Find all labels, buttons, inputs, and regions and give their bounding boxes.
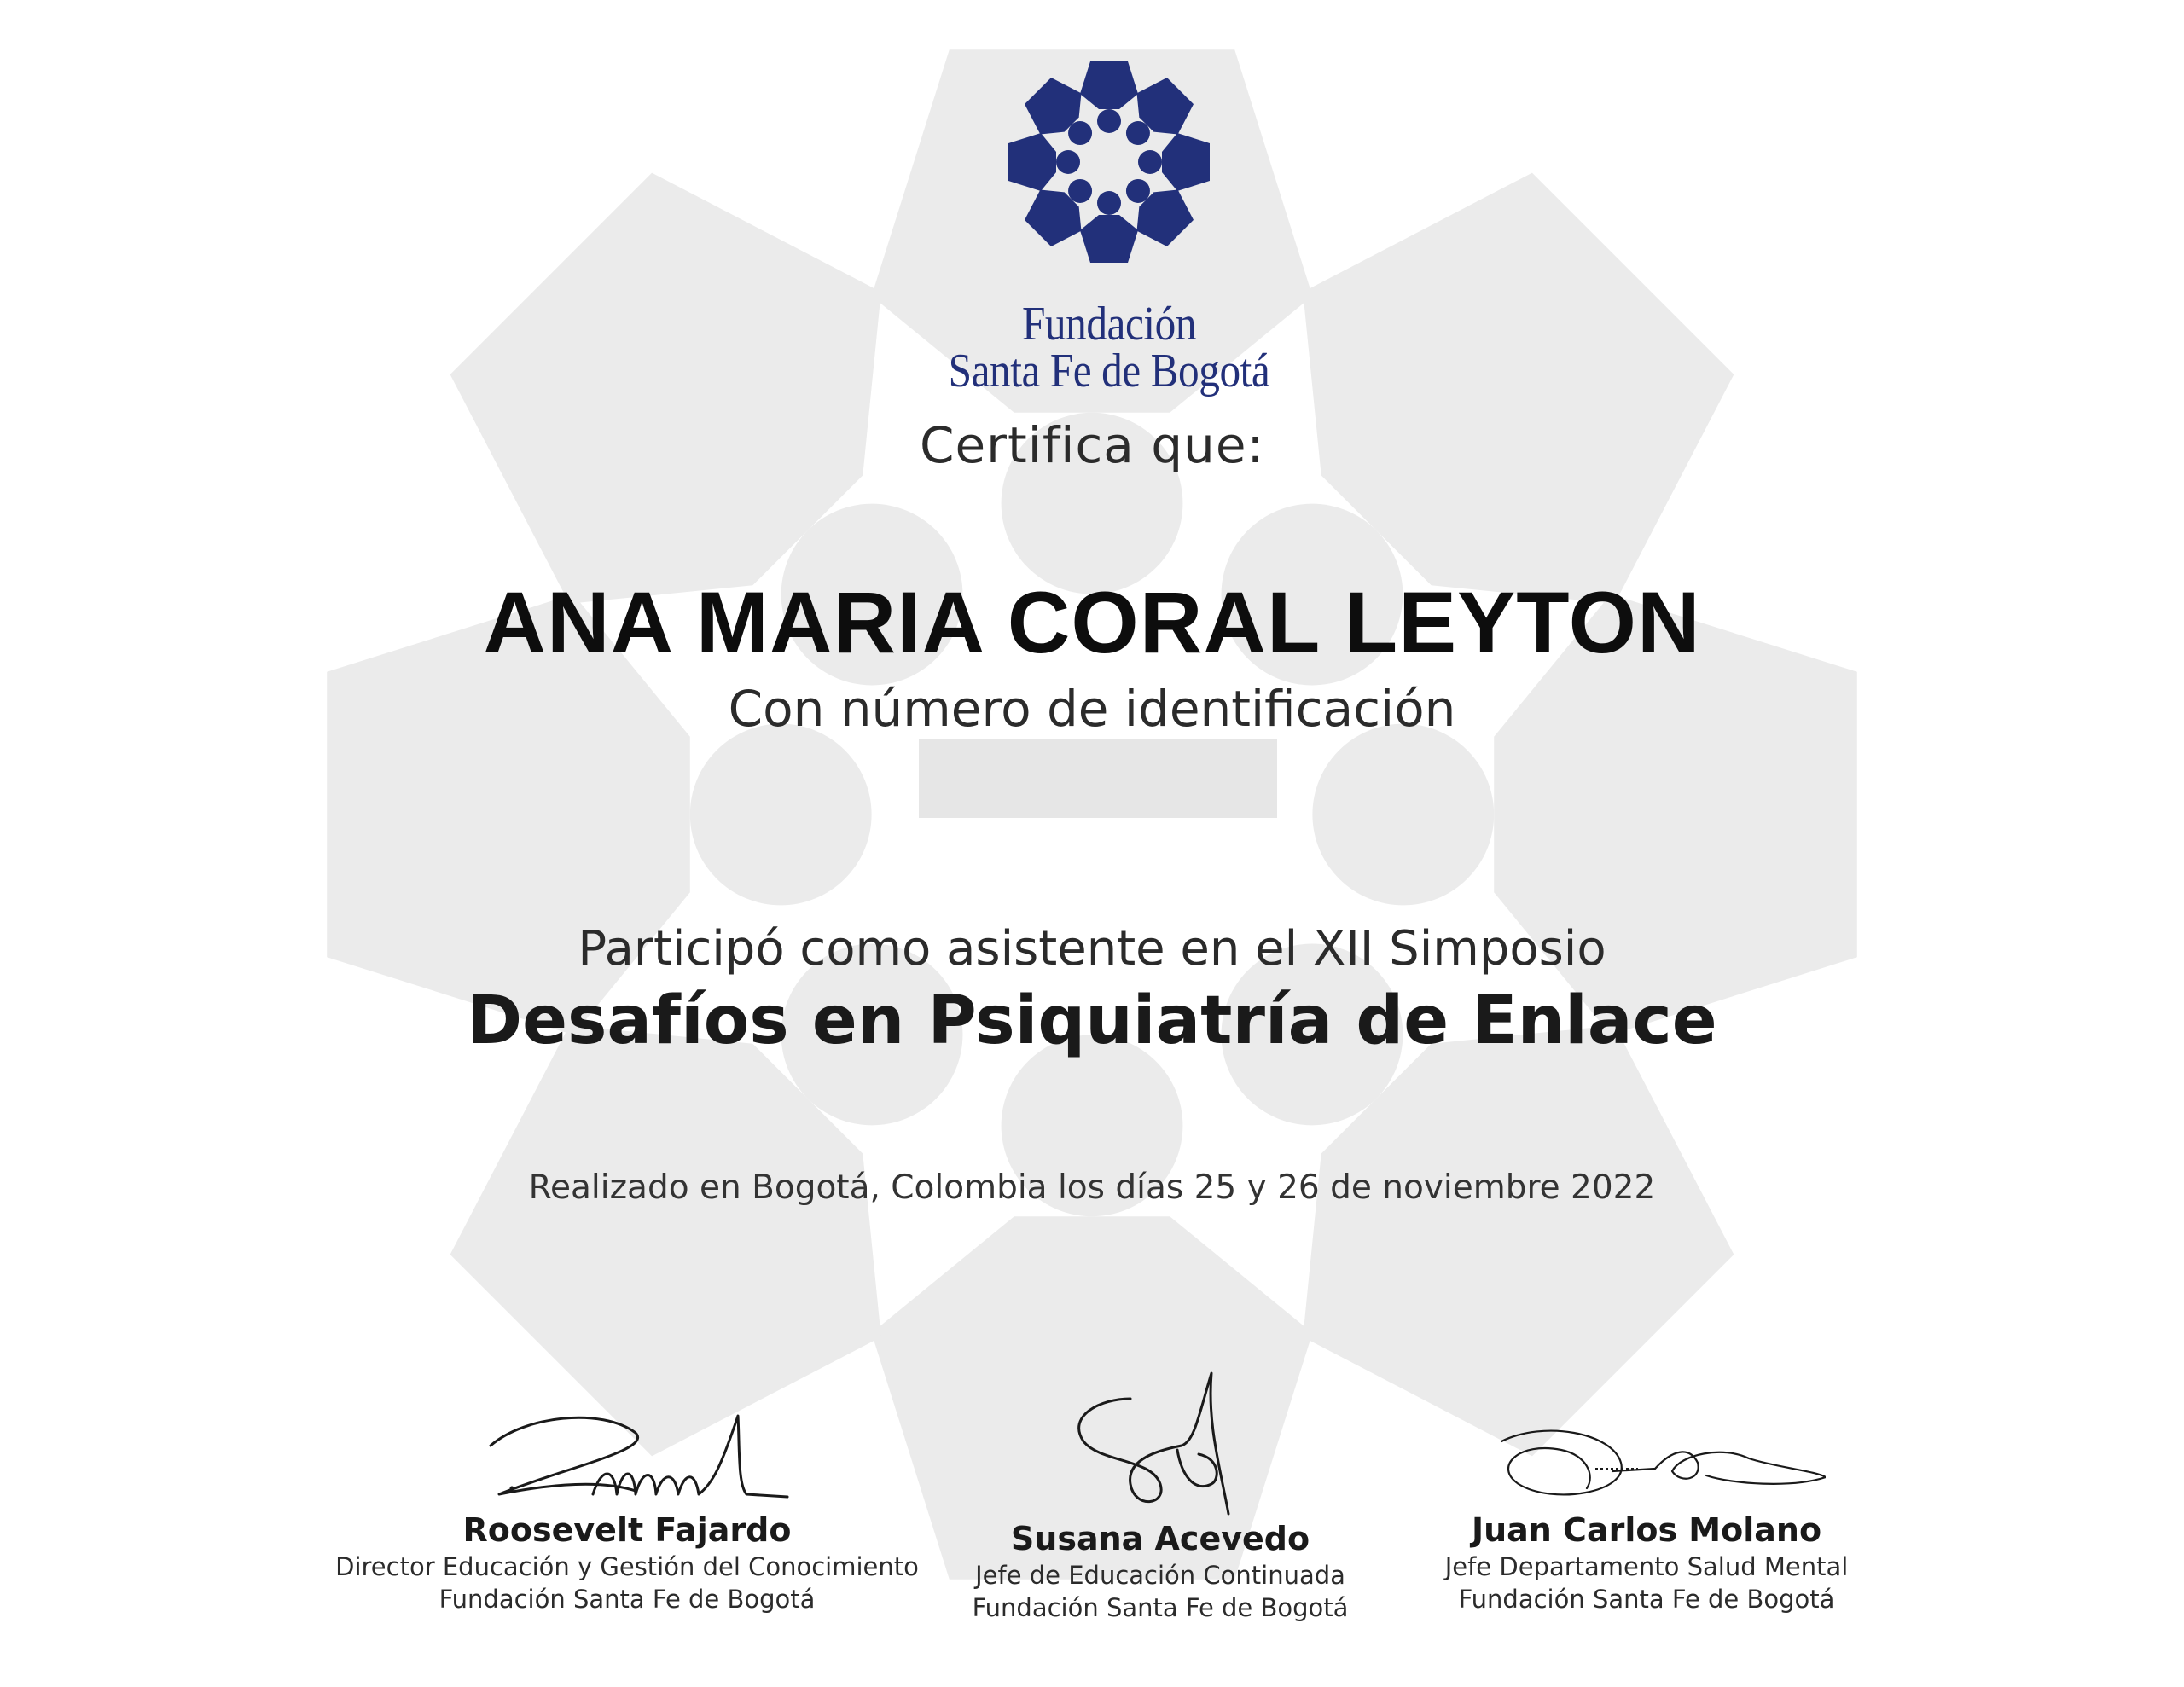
handwritten-signature-2 [1049, 1365, 1271, 1518]
signatory-role: Jefe Departamento Salud Mental [1444, 1552, 1849, 1581]
handwritten-signature-1 [465, 1399, 789, 1510]
participation-statement: Participó como asistente en el XII Simposio [578, 921, 1606, 977]
signatory-organization: Fundación Santa Fe de Bogotá [972, 1593, 1349, 1622]
signatory-name: Roosevelt Fajardo [462, 1511, 792, 1549]
logo-name-line2: Santa Fe de Bogotá [948, 345, 1270, 397]
signatory-name: Juan Carlos Molano [1471, 1511, 1822, 1549]
location-date: Realizado en Bogotá, Colombia los días 25 y 26 de noviembre 2022 [528, 1168, 1656, 1207]
identification-number-redacted [919, 739, 1277, 818]
signatory-name: Susana Acevedo [1010, 1520, 1310, 1557]
event-title: Desafíos en Psiquiatría de Enlace [467, 983, 1717, 1059]
certifies-intro: Certifica que: [919, 416, 1265, 474]
signatory-role: Jefe de Educación Continuada [975, 1561, 1345, 1590]
signature-block-3 [1348, 1416, 1945, 1615]
fundacion-emblem-icon [1007, 55, 1211, 269]
signature-block-1 [328, 1399, 926, 1615]
signatory-organization: Fundación Santa Fe de Bogotá [439, 1585, 816, 1614]
signatory-role: Director Educación y Gestión del Conocimiento [335, 1552, 919, 1581]
signatory-organization: Fundación Santa Fe de Bogotá [1458, 1585, 1835, 1614]
identification-label: Con número de identificación [728, 680, 1456, 738]
logo-name-line1: Fundación [1021, 298, 1197, 351]
handwritten-signature-3 [1467, 1416, 1826, 1510]
recipient-name: ANA MARIA CORAL LEYTON [483, 574, 1701, 671]
